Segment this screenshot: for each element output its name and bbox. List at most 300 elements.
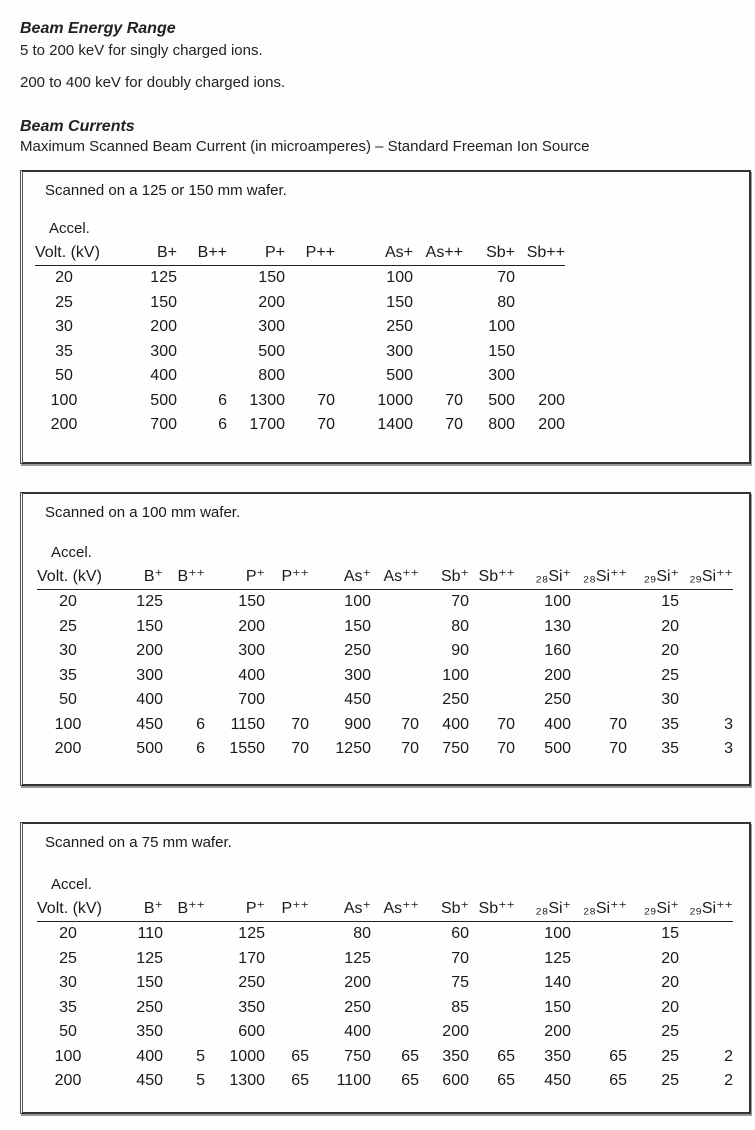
table-cell: 300 <box>488 367 515 385</box>
table-cell: 2 <box>724 1047 733 1065</box>
col-header: ₂₉Si⁺ <box>627 562 679 590</box>
table-row <box>37 996 733 1021</box>
table-cell: 5 <box>196 1047 205 1065</box>
col-header: P⁺ <box>205 562 265 590</box>
table-cell: 80 <box>497 293 515 311</box>
table-cell: 300 <box>150 342 177 360</box>
energy-title: Beam Energy Range <box>20 20 176 37</box>
table-cell: 85 <box>451 998 469 1016</box>
table-cell: 70 <box>451 593 469 611</box>
current-table <box>37 894 733 1094</box>
table-cell: 75 <box>451 974 469 992</box>
currents-title: Beam Currents <box>20 118 135 135</box>
table-cell <box>285 266 335 291</box>
table-cell <box>285 315 335 340</box>
col-header: B⁺⁺ <box>163 894 205 922</box>
table-cell: 35 <box>55 342 73 360</box>
table-cell: 65 <box>401 1072 419 1090</box>
table-cell: 150 <box>344 617 371 635</box>
table-cell <box>371 947 419 972</box>
table-cell: 400 <box>238 666 265 684</box>
table-cell <box>413 266 463 291</box>
table-row <box>37 713 733 738</box>
col-header: B⁺ <box>113 562 163 590</box>
col-header: ₂₉Si⁺⁺ <box>679 894 733 922</box>
table-cell: 800 <box>258 367 285 385</box>
table-cell: 300 <box>258 318 285 336</box>
table-cell: 150 <box>488 342 515 360</box>
table-cell <box>265 615 309 640</box>
table-row <box>37 590 733 615</box>
col-header: P++ <box>285 238 335 266</box>
table-cell: 200 <box>544 666 571 684</box>
table-cell: 700 <box>150 416 177 434</box>
table-cell: 70 <box>497 715 515 733</box>
table-cell: 400 <box>150 367 177 385</box>
table-cell: 70 <box>609 740 627 758</box>
table-cell: 6 <box>196 715 205 733</box>
currents-subtitle: Maximum Scanned Beam Current (in microamperes) – Standard Freeman Ion Source <box>20 138 590 155</box>
table-cell: 70 <box>317 416 335 434</box>
table-cell <box>177 364 227 389</box>
table-row <box>37 615 733 640</box>
table-cell: 900 <box>344 715 371 733</box>
col-header: P⁺⁺ <box>265 894 309 922</box>
col-header: ₂₈Si⁺⁺ <box>571 894 627 922</box>
table-cell: 125 <box>544 949 571 967</box>
table-cell: 25 <box>55 293 73 311</box>
table-cell: 70 <box>497 740 515 758</box>
table-cell: 170 <box>238 949 265 967</box>
table-box-125-150 <box>20 170 751 464</box>
table-cell <box>177 315 227 340</box>
table-cell <box>679 996 733 1021</box>
table-cell <box>371 615 419 640</box>
table-cell: 70 <box>401 740 419 758</box>
col-header: As+ <box>335 238 413 266</box>
table-cell <box>571 664 627 689</box>
table-cell: 30 <box>661 691 679 709</box>
table-cell: 65 <box>497 1047 515 1065</box>
table-cell: 150 <box>258 269 285 287</box>
col-header: Volt. (kV) <box>37 894 113 922</box>
table-cell: 250 <box>238 974 265 992</box>
table-cell: 20 <box>59 593 77 611</box>
table-cell <box>265 947 309 972</box>
table-cell: 1700 <box>249 416 285 434</box>
table-cell: 500 <box>136 740 163 758</box>
table-cell: 25 <box>661 1047 679 1065</box>
table-cell: 1000 <box>229 1047 265 1065</box>
table-cell <box>571 996 627 1021</box>
table-cell: 125 <box>136 593 163 611</box>
table-cell: 160 <box>544 642 571 660</box>
table-row <box>35 340 565 365</box>
table-cell: 50 <box>55 367 73 385</box>
table-cell: 250 <box>344 642 371 660</box>
table-cell <box>371 688 419 713</box>
table-cell: 65 <box>609 1047 627 1065</box>
table-cell <box>571 615 627 640</box>
table-cell: 65 <box>497 1072 515 1090</box>
table-cell <box>679 922 733 947</box>
table-cell: 300 <box>344 666 371 684</box>
table-cell: 35 <box>59 666 77 684</box>
table-cell: 3 <box>724 715 733 733</box>
table-cell <box>163 615 205 640</box>
table-cell <box>469 971 515 996</box>
table-cell <box>371 664 419 689</box>
table-cell <box>469 688 515 713</box>
table-row <box>35 266 565 291</box>
table-cell: 130 <box>544 617 571 635</box>
table-cell: 150 <box>136 974 163 992</box>
col-header: Sb+ <box>463 238 515 266</box>
table-cell: 250 <box>442 691 469 709</box>
table-cell <box>163 688 205 713</box>
table-cell: 70 <box>317 391 335 409</box>
table-cell <box>163 590 205 615</box>
table-cell: 100 <box>344 593 371 611</box>
table-cell <box>515 266 565 291</box>
table-cell: 350 <box>238 998 265 1016</box>
table-cell <box>571 971 627 996</box>
table-cell: 70 <box>497 269 515 287</box>
table-cell <box>679 590 733 615</box>
table-cell <box>163 639 205 664</box>
table-cell: 20 <box>59 925 77 943</box>
table-cell: 200 <box>238 617 265 635</box>
table-cell <box>679 971 733 996</box>
table-cell: 250 <box>344 998 371 1016</box>
table-cell: 1400 <box>377 416 413 434</box>
table-cell <box>571 590 627 615</box>
table-row <box>37 688 733 713</box>
col-header: Sb⁺⁺ <box>469 894 515 922</box>
table-cell: 100 <box>544 593 571 611</box>
table-cell: 1300 <box>249 391 285 409</box>
col-header: Volt. (kV) <box>35 238 107 266</box>
table-cell: 3 <box>724 740 733 758</box>
col-header: ₂₉Si⁺ <box>627 894 679 922</box>
table-cell <box>469 922 515 947</box>
table-cell: 100 <box>488 318 515 336</box>
table-cell: 100 <box>544 925 571 943</box>
table-cell: 50 <box>59 691 77 709</box>
table-cell: 250 <box>386 318 413 336</box>
table-cell: 25 <box>661 666 679 684</box>
table-cell: 1550 <box>229 740 265 758</box>
table-cell: 350 <box>442 1047 469 1065</box>
col-header: As⁺ <box>309 562 371 590</box>
table-cell <box>469 615 515 640</box>
table-cell: 150 <box>544 998 571 1016</box>
table-cell: 500 <box>488 391 515 409</box>
current-table <box>35 238 565 438</box>
table-cell <box>265 664 309 689</box>
table-cell: 6 <box>196 740 205 758</box>
table-cell: 200 <box>54 740 82 758</box>
table-cell: 100 <box>386 269 413 287</box>
col-header: ₂₉Si⁺⁺ <box>679 562 733 590</box>
table-caption: Scanned on a 75 mm wafer. <box>45 834 232 851</box>
table-cell: 100 <box>54 715 82 733</box>
table-cell: 100 <box>54 1047 82 1065</box>
table-cell: 70 <box>445 416 463 434</box>
table-cell: 25 <box>59 949 77 967</box>
table-row <box>37 737 733 762</box>
table-cell: 200 <box>344 974 371 992</box>
table-cell: 125 <box>344 949 371 967</box>
table-cell <box>163 971 205 996</box>
table-cell: 65 <box>609 1072 627 1090</box>
table-cell: 20 <box>661 949 679 967</box>
table-cell <box>515 315 565 340</box>
table-row <box>37 1045 733 1070</box>
table-cell <box>265 639 309 664</box>
table-cell: 100 <box>50 391 78 409</box>
table-cell: 70 <box>401 715 419 733</box>
table-cell: 300 <box>386 342 413 360</box>
table-cell <box>571 1020 627 1045</box>
table-cell: 65 <box>291 1047 309 1065</box>
table-cell <box>163 664 205 689</box>
table-cell <box>265 590 309 615</box>
table-header-row <box>37 894 733 922</box>
table-cell <box>265 922 309 947</box>
table-cell: 5 <box>196 1072 205 1090</box>
table-cell: 6 <box>218 391 227 409</box>
table-row <box>37 971 733 996</box>
table-cell: 400 <box>442 715 469 733</box>
table-cell: 400 <box>544 715 571 733</box>
table-row <box>37 1020 733 1045</box>
table-cell: 25 <box>59 617 77 635</box>
table-cell <box>163 922 205 947</box>
table-cell: 70 <box>445 391 463 409</box>
table-cell <box>371 1020 419 1045</box>
table-cell: 6 <box>218 416 227 434</box>
table-cell <box>413 364 463 389</box>
table-cell <box>679 1020 733 1045</box>
table-cell: 65 <box>401 1047 419 1065</box>
table-row <box>37 664 733 689</box>
table-cell: 1250 <box>335 740 371 758</box>
table-cell <box>265 688 309 713</box>
table-cell: 450 <box>544 1072 571 1090</box>
table-cell <box>177 340 227 365</box>
table-cell: 600 <box>238 1023 265 1041</box>
table-cell <box>469 996 515 1021</box>
table-cell <box>469 639 515 664</box>
table-cell: 200 <box>136 642 163 660</box>
table-row <box>37 922 733 947</box>
table-cell: 250 <box>544 691 571 709</box>
table-cell: 200 <box>544 1023 571 1041</box>
table-cell: 150 <box>136 617 163 635</box>
table-row <box>37 947 733 972</box>
table-cell: 25 <box>661 1023 679 1041</box>
table-cell: 300 <box>136 666 163 684</box>
table-cell: 150 <box>238 593 265 611</box>
table-cell: 125 <box>136 949 163 967</box>
table-box-100 <box>20 492 751 786</box>
table-cell: 200 <box>54 1072 82 1090</box>
col-header: As⁺⁺ <box>371 562 419 590</box>
table-cell <box>177 291 227 316</box>
col-header: ₂₈Si⁺ <box>515 894 571 922</box>
table-header-row <box>35 238 565 266</box>
table-cell: 15 <box>661 593 679 611</box>
table-cell: 50 <box>59 1023 77 1041</box>
table-cell <box>371 639 419 664</box>
table-cell <box>371 996 419 1021</box>
table-cell: 125 <box>150 269 177 287</box>
table-cell: 70 <box>609 715 627 733</box>
table-cell <box>265 971 309 996</box>
table-cell: 2 <box>724 1072 733 1090</box>
table-cell: 1000 <box>377 391 413 409</box>
table-cell: 80 <box>451 617 469 635</box>
table-cell <box>571 639 627 664</box>
table-cell: 35 <box>59 998 77 1016</box>
table-header-row <box>37 562 733 590</box>
table-cell: 90 <box>451 642 469 660</box>
table-cell: 20 <box>661 998 679 1016</box>
table-cell <box>285 364 335 389</box>
col-header: ₂₈Si⁺⁺ <box>571 562 627 590</box>
table-cell: 500 <box>544 740 571 758</box>
table-cell <box>177 266 227 291</box>
table-cell <box>371 922 419 947</box>
table-row <box>35 364 565 389</box>
table-cell <box>265 996 309 1021</box>
table-cell <box>265 1020 309 1045</box>
table-cell <box>679 664 733 689</box>
table-cell: 1300 <box>229 1072 265 1090</box>
table-cell: 20 <box>55 269 73 287</box>
table-cell: 200 <box>538 416 565 434</box>
table-cell <box>163 947 205 972</box>
table-cell: 350 <box>136 1023 163 1041</box>
table-cell <box>571 947 627 972</box>
energy-line-2: 200 to 400 keV for doubly charged ions. <box>20 74 286 91</box>
col-header: P+ <box>227 238 285 266</box>
table-caption: Scanned on a 100 mm wafer. <box>45 504 241 521</box>
col-header: P⁺⁺ <box>265 562 309 590</box>
table-cell: 65 <box>291 1072 309 1090</box>
col-header: B++ <box>177 238 227 266</box>
table-cell: 800 <box>488 416 515 434</box>
col-header: As⁺⁺ <box>371 894 419 922</box>
table-cell: 15 <box>661 925 679 943</box>
table-cell: 140 <box>544 974 571 992</box>
table-cell <box>571 688 627 713</box>
table-cell <box>469 1020 515 1045</box>
table-cell: 200 <box>538 391 565 409</box>
table-cell: 35 <box>661 715 679 733</box>
table-cell <box>679 947 733 972</box>
accel-label: Accel. <box>51 876 92 893</box>
table-cell: 60 <box>451 925 469 943</box>
table-cell: 400 <box>136 1047 163 1065</box>
table-row <box>35 315 565 340</box>
table-cell: 600 <box>442 1072 469 1090</box>
accel-label: Accel. <box>51 544 92 561</box>
table-cell: 200 <box>258 293 285 311</box>
table-caption: Scanned on a 125 or 150 mm wafer. <box>45 182 287 199</box>
table-row <box>35 389 565 414</box>
col-header: Volt. (kV) <box>37 562 113 590</box>
col-header: Sb⁺ <box>419 894 469 922</box>
table-cell: 450 <box>136 715 163 733</box>
table-cell: 100 <box>442 666 469 684</box>
table-cell: 150 <box>386 293 413 311</box>
table-cell <box>163 996 205 1021</box>
table-cell <box>163 1020 205 1045</box>
table-cell <box>371 971 419 996</box>
table-cell <box>413 291 463 316</box>
table-cell: 300 <box>238 642 265 660</box>
table-row <box>37 639 733 664</box>
table-cell: 250 <box>136 998 163 1016</box>
col-header: B⁺ <box>113 894 163 922</box>
table-cell: 200 <box>150 318 177 336</box>
table-cell: 20 <box>661 617 679 635</box>
table-cell <box>469 947 515 972</box>
table-cell: 200 <box>50 416 78 434</box>
table-cell: 1150 <box>230 715 265 733</box>
col-header: ₂₈Si⁺ <box>515 562 571 590</box>
table-cell: 70 <box>291 715 309 733</box>
table-cell: 500 <box>150 391 177 409</box>
table-row <box>37 1069 733 1094</box>
table-cell <box>285 340 335 365</box>
table-cell: 200 <box>442 1023 469 1041</box>
table-cell <box>571 922 627 947</box>
table-cell: 450 <box>136 1072 163 1090</box>
table-cell <box>413 315 463 340</box>
table-box-75 <box>20 822 751 1114</box>
table-cell: 500 <box>386 367 413 385</box>
col-header: P⁺ <box>205 894 265 922</box>
table-cell: 30 <box>59 642 77 660</box>
table-row <box>35 291 565 316</box>
table-cell <box>679 615 733 640</box>
col-header: As++ <box>413 238 463 266</box>
table-cell: 25 <box>661 1072 679 1090</box>
current-table <box>37 562 733 762</box>
table-cell <box>371 590 419 615</box>
table-cell: 30 <box>59 974 77 992</box>
table-cell: 35 <box>661 740 679 758</box>
table-cell: 30 <box>55 318 73 336</box>
col-header: B+ <box>107 238 177 266</box>
table-cell <box>515 291 565 316</box>
col-header: Sb++ <box>515 238 565 266</box>
table-cell: 70 <box>451 949 469 967</box>
table-cell: 500 <box>258 342 285 360</box>
table-cell: 700 <box>238 691 265 709</box>
table-cell: 20 <box>661 642 679 660</box>
table-cell: 80 <box>353 925 371 943</box>
table-cell <box>469 664 515 689</box>
col-header: Sb⁺⁺ <box>469 562 515 590</box>
table-cell: 110 <box>137 925 163 943</box>
table-cell: 400 <box>344 1023 371 1041</box>
table-cell <box>515 340 565 365</box>
table-cell: 1100 <box>336 1072 371 1090</box>
